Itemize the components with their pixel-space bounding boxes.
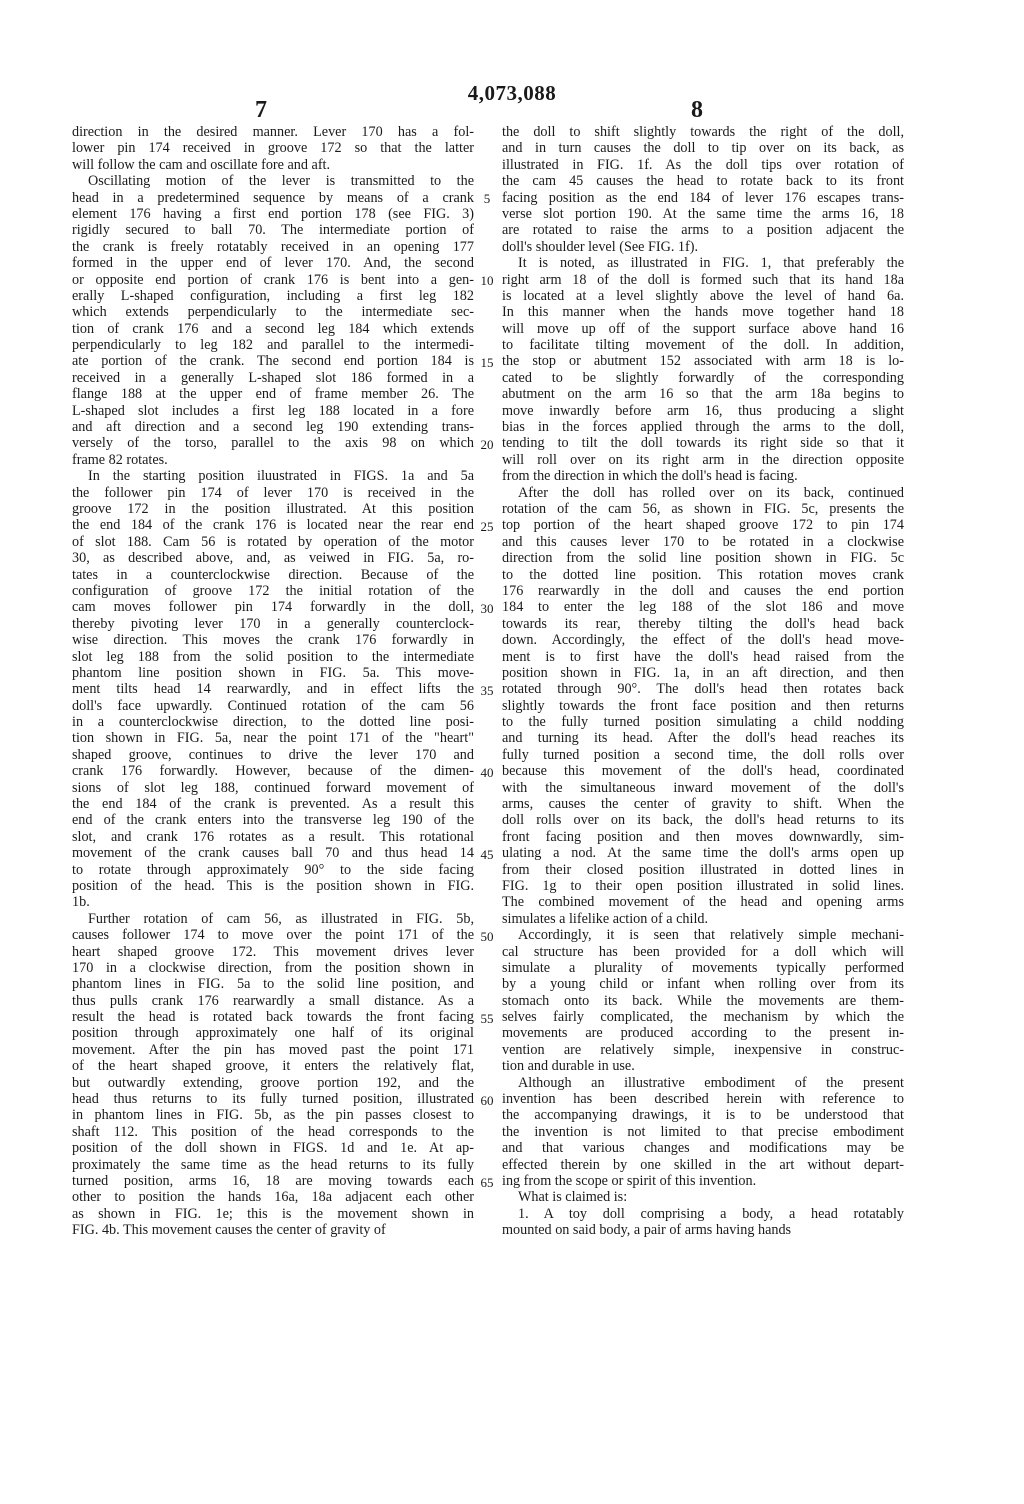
text-line: doll's face upwardly. Continued rotation of the cam 56 — [72, 697, 474, 714]
text-line: position through approximately one half of its original — [72, 1025, 474, 1042]
text-line: because this movement of the doll's head, coordinated — [502, 763, 904, 780]
text-line: ate portion of the crank. The second end portion 184 is — [72, 353, 474, 370]
text-line: 1b. — [72, 894, 90, 911]
text-line: sions of slot leg 188, continued forward movement of — [72, 779, 474, 796]
text-line: tending to tilt the doll towards its right side so that it — [502, 435, 904, 452]
text-line: illustrated in FIG. 1f. As the doll tips over rotation of — [502, 156, 904, 173]
text-line: position of the head. This is the position shown in FIG. — [72, 877, 474, 894]
text-line: thereby pivoting lever 170 in a generally counterclock- — [72, 615, 474, 632]
text-line: by a young child or infant when rolling over from its — [502, 976, 904, 993]
text-line: invention has been described herein with reference to — [502, 1091, 904, 1108]
text-line: effected therein by one skilled in the art without depart- — [502, 1156, 904, 1173]
text-line: arms, causes the center of gravity to shift. When the — [502, 796, 904, 813]
text-line: facing position as the end 184 of lever 176 escapes trans- — [502, 189, 904, 206]
text-line: 176 rearwardly in the doll and causes the end portion — [502, 582, 904, 599]
text-line: and aft direction and a second leg 190 extending trans- — [72, 419, 474, 436]
text-line: which extends perpendicularly to the intermediate sec- — [72, 304, 474, 321]
text-line: will follow the cam and oscillate fore and aft. — [72, 156, 331, 173]
text-line: to facilitate tilting movement of the doll. In addition, — [502, 337, 904, 354]
text-line: tion and durable in use. — [502, 1058, 635, 1075]
text-line: the end 184 of the crank 176 is located near the rear end — [72, 517, 474, 534]
text-line: front facing position and then moves downwardly, sim- — [502, 828, 904, 845]
text-line: verse slot portion 190. At the same time the arms 16, 18 — [502, 205, 904, 222]
text-line: After the doll has rolled over on its back, continued — [518, 484, 904, 501]
text-line: end of the crank enters into the transverse leg 190 of the — [72, 812, 474, 829]
text-line: the invention is not limited to that precise embodiment — [502, 1123, 904, 1140]
text-line: simulate a plurality of movements typically performed — [502, 959, 904, 976]
line-number: 20 — [480, 436, 494, 452]
text-line: top portion of the heart shaped groove 172 to pin 174 — [502, 517, 904, 534]
text-line: slightly towards the front face position and then returns — [502, 697, 904, 714]
text-line: tion of crank 176 and a second leg 184 which extends — [72, 320, 474, 337]
text-line: right arm 18 of the doll is formed such that its hand 18a — [502, 271, 904, 288]
text-line: FIG. 1g to their open position illustrated in solid lines. — [502, 877, 904, 894]
text-line: cated to be slightly forwardly of the corresponding — [502, 369, 904, 386]
text-line: wise direction. This moves the crank 176 forwardly in — [72, 632, 474, 649]
text-line: The combined movement of the head and opening arms — [502, 894, 904, 911]
text-line: in a counterclockwise direction, to the dotted line posi- — [72, 714, 474, 731]
text-line: head thus returns to its fully turned position, illustrated — [72, 1091, 474, 1108]
text-line: Although an illustrative embodiment of the present — [518, 1074, 904, 1091]
text-line: from the direction in which the doll's head is facing. — [502, 468, 798, 485]
line-number: 60 — [480, 1092, 494, 1108]
text-line: 30, as described above, and, as veiwed in FIG. 5a, ro- — [72, 550, 474, 567]
text-line: to the fully turned position simulating a child nodding — [502, 714, 904, 731]
text-line: perpendicularly to leg 182 and parallel to the intermedi- — [72, 337, 474, 354]
text-line: move inwardly before arm 16, thus producing a slight — [502, 402, 904, 419]
text-line: will roll over on its right arm in the direction opposite — [502, 451, 904, 468]
text-line: to rotate through approximately 90° to the side facing — [72, 861, 474, 878]
text-line: proximately the same time as the head returns to its fully — [72, 1156, 474, 1173]
text-line: lower pin 174 received in groove 172 so that the latter — [72, 140, 474, 157]
text-line: In this manner when the hands move together hand 18 — [502, 304, 904, 321]
text-line: element 176 having a first end portion 178 (see FIG. 3) — [72, 205, 474, 222]
text-line: shaft 112. This position of the head corresponds to the — [72, 1123, 474, 1140]
right-text-column — [502, 124, 904, 1239]
text-line: abutment on the arm 16 so that the arm 18a begins to — [502, 386, 904, 403]
text-line: or opposite end portion of crank 176 is bent into a gen- — [72, 271, 474, 288]
text-line: ing from the scope or spirit of this invention. — [502, 1173, 757, 1189]
text-line: heart shaped groove 172. This movement drives lever — [72, 943, 474, 960]
text-line: It is noted, as illustrated in FIG. 1, that preferably the — [518, 255, 904, 272]
text-line: movement. After the pin has moved past the point 171 — [72, 1041, 474, 1058]
text-line: movements are produced according to the present in- — [502, 1025, 904, 1042]
text-line: rotation of the cam 56, as shown in FIG. 5c, presents the — [502, 500, 904, 517]
text-line: What is claimed is: — [518, 1189, 628, 1206]
left-text-column — [72, 124, 474, 1239]
text-line: doll rolls over on its back, the doll's head returns to its — [502, 812, 904, 829]
text-line: Oscillating motion of the lever is transmitted to the — [88, 173, 474, 190]
text-line: from their closed position illustrated in dotted lines in — [502, 861, 904, 878]
text-line: the crank is freely rotatably received in an opening 177 — [72, 238, 474, 255]
text-line: 1. A toy doll comprising a body, a head rotatably — [518, 1205, 904, 1222]
text-line: causes follower 174 to move over the point 171 of the — [72, 927, 474, 944]
text-line: rotated through 90°. The doll's head then rotates back — [502, 681, 904, 698]
text-line: phantom lines in FIG. 5a to the solid line position, and — [72, 976, 474, 993]
text-line: thus pulls crank 176 rearwardly a small distance. As a — [72, 992, 474, 1009]
text-line: ulating a nod. At the same time the doll's arms open up — [502, 845, 904, 862]
text-line: cal structure has been provided for a doll which will — [502, 943, 904, 960]
text-line: doll's shoulder level (See FIG. 1f). — [502, 238, 699, 255]
line-number: 30 — [480, 600, 494, 616]
text-line: vention are relatively simple, inexpensive in construc- — [502, 1041, 904, 1058]
text-line: are rotated to raise the arms to a position adjacent the — [502, 222, 904, 239]
text-line: bias in the forces applied through the arms to the doll, — [502, 419, 904, 436]
text-line: result the head is rotated back towards the front facing — [72, 1009, 474, 1026]
line-number: 15 — [480, 354, 494, 370]
text-line: the end 184 of the crank is prevented. As a result this — [72, 796, 474, 813]
text-line: and in turn causes the doll to tip over on its back, as — [502, 140, 904, 157]
line-number: 55 — [480, 1010, 494, 1026]
text-line: down. Accordingly, the effect of the doll's head move- — [502, 632, 904, 649]
text-line: selves fairly complicated, the mechanism by which the — [502, 1009, 904, 1026]
text-line: as shown in FIG. 1e; this is the movement shown in — [72, 1205, 474, 1222]
text-line: position of the doll shown in FIGS. 1d and 1e. At ap- — [72, 1140, 474, 1157]
text-line: head in a predetermined sequence by means of a crank — [72, 189, 474, 206]
text-line: the cam 45 causes the head to rotate back to its front — [502, 173, 904, 190]
text-line: tion shown in FIG. 5a, near the point 171 of the "heart" — [72, 730, 474, 747]
text-line: mounted on said body, a pair of arms having hands — [502, 1222, 792, 1239]
text-line: configuration of groove 172 the initial rotation of the — [72, 582, 474, 599]
text-line: tates in a counterclockwise direction. Because of the — [72, 566, 474, 583]
text-line: of slot 188. Cam 56 is rotated by operation of the motor — [72, 533, 474, 550]
text-line: shaped groove, continues to drive the lever 170 and — [72, 746, 474, 763]
left-page-number: 7 — [255, 97, 267, 123]
line-number: 10 — [480, 272, 494, 288]
text-line: position shown in FIG. 1a, in an aft direction, and then — [502, 664, 904, 681]
text-line: ment is to first have the doll's head raised from the — [502, 648, 904, 665]
text-line: but outwardly extending, groove portion 192, and the — [72, 1074, 474, 1091]
text-line: the doll to shift slightly towards the right of the doll, — [502, 124, 904, 140]
line-number: 45 — [480, 846, 494, 862]
text-line: Further rotation of cam 56, as illustrated in FIG. 5b, — [88, 910, 474, 927]
text-line: received in a generally L-shaped slot 186 formed in a — [72, 369, 474, 386]
text-line: of the heart shaped groove, it enters the relatively flat, — [72, 1058, 474, 1075]
text-line: 170 in a clockwise direction, from the position shown in — [72, 959, 474, 976]
text-line: versely of the torso, parallel to the axis 98 on which — [72, 435, 474, 452]
text-line: towards its rear, thereby tilting the doll's head back — [502, 615, 904, 632]
text-line: 184 to enter the leg 188 of the slot 186 and move — [502, 599, 904, 616]
text-line: and this causes lever 170 to be rotated in a clockwise — [502, 533, 904, 550]
text-line: will move up off of the support surface above hand 16 — [502, 320, 904, 337]
text-line: In the starting position iluustrated in FIGS. 1a and 5a — [88, 468, 474, 485]
text-line: stomach onto its back. While the movements are them- — [502, 992, 904, 1009]
text-line: direction in the desired manner. Lever 170 has a fol- — [72, 124, 474, 140]
patent-number: 4,073,088 — [467, 81, 557, 105]
text-line: other to position the hands 16a, 18a adjacent each other — [72, 1189, 474, 1206]
text-line: simulates a lifelike action of a child. — [502, 910, 709, 927]
text-line: to the dotted line position. This rotation moves crank — [502, 566, 904, 583]
text-line: movement of the crank causes ball 70 and thus head 14 — [72, 845, 474, 862]
text-line: FIG. 4b. This movement causes the center of gravity of — [72, 1222, 386, 1239]
text-line: Accordingly, it is seen that relatively simple mechani- — [518, 927, 904, 944]
text-line: turned position, arms 16, 18 are moving towards each — [72, 1173, 474, 1189]
text-line: slot leg 188 from the solid position to the intermediate — [72, 648, 474, 665]
text-line: direction from the solid line position shown in FIG. 5c — [502, 550, 904, 567]
text-line: groove 172 in the position illustrated. At this position — [72, 500, 474, 517]
text-line: fully turned position a second time, the doll rolls over — [502, 746, 904, 763]
text-line: with the simultaneous inward movement of the doll's — [502, 779, 904, 796]
line-number: 5 — [483, 190, 491, 206]
text-line: frame 82 rotates. — [72, 451, 168, 468]
line-number: 50 — [480, 928, 494, 944]
text-line: the follower pin 174 of lever 170 is received in the — [72, 484, 474, 501]
text-line: erally L-shaped configuration, including a first leg 182 — [72, 287, 474, 304]
text-line: the accompanying drawings, it is to be understood that — [502, 1107, 904, 1124]
text-line: formed in the upper end of lever 170. And, the second — [72, 255, 474, 272]
text-line: the stop or abutment 152 associated with arm 18 is lo- — [502, 353, 904, 370]
right-page-number: 8 — [691, 97, 703, 123]
text-line: and turning its head. After the doll's head reaches its — [502, 730, 904, 747]
text-line: crank 176 forwardly. However, because of the dimen- — [72, 763, 474, 780]
text-line: phantom line position shown in FIG. 5a. This move- — [72, 664, 474, 681]
line-number: 25 — [480, 518, 494, 534]
text-line: ment tilts head 14 rearwardly, and in effect lifts the — [72, 681, 474, 698]
text-line: flange 188 at the upper end of frame member 26. The — [72, 386, 474, 403]
text-line: in phantom lines in FIG. 5b, as the pin passes closest to — [72, 1107, 474, 1124]
line-number: 35 — [480, 682, 494, 698]
text-line: rigidly secured to ball 70. The intermediate portion of — [72, 222, 474, 239]
line-number: 40 — [480, 764, 494, 780]
text-line: slot, and crank 176 rotates as a result. This rotational — [72, 828, 474, 845]
text-line: is located at a level slightly above the level of hand 6a. — [502, 287, 904, 304]
line-number: 65 — [480, 1174, 494, 1190]
text-line: L-shaped slot includes a first leg 188 located in a fore — [72, 402, 474, 419]
text-line: and that various changes and modifications may be — [502, 1140, 904, 1157]
text-line: cam moves follower pin 174 forwardly in the doll, — [72, 599, 474, 616]
